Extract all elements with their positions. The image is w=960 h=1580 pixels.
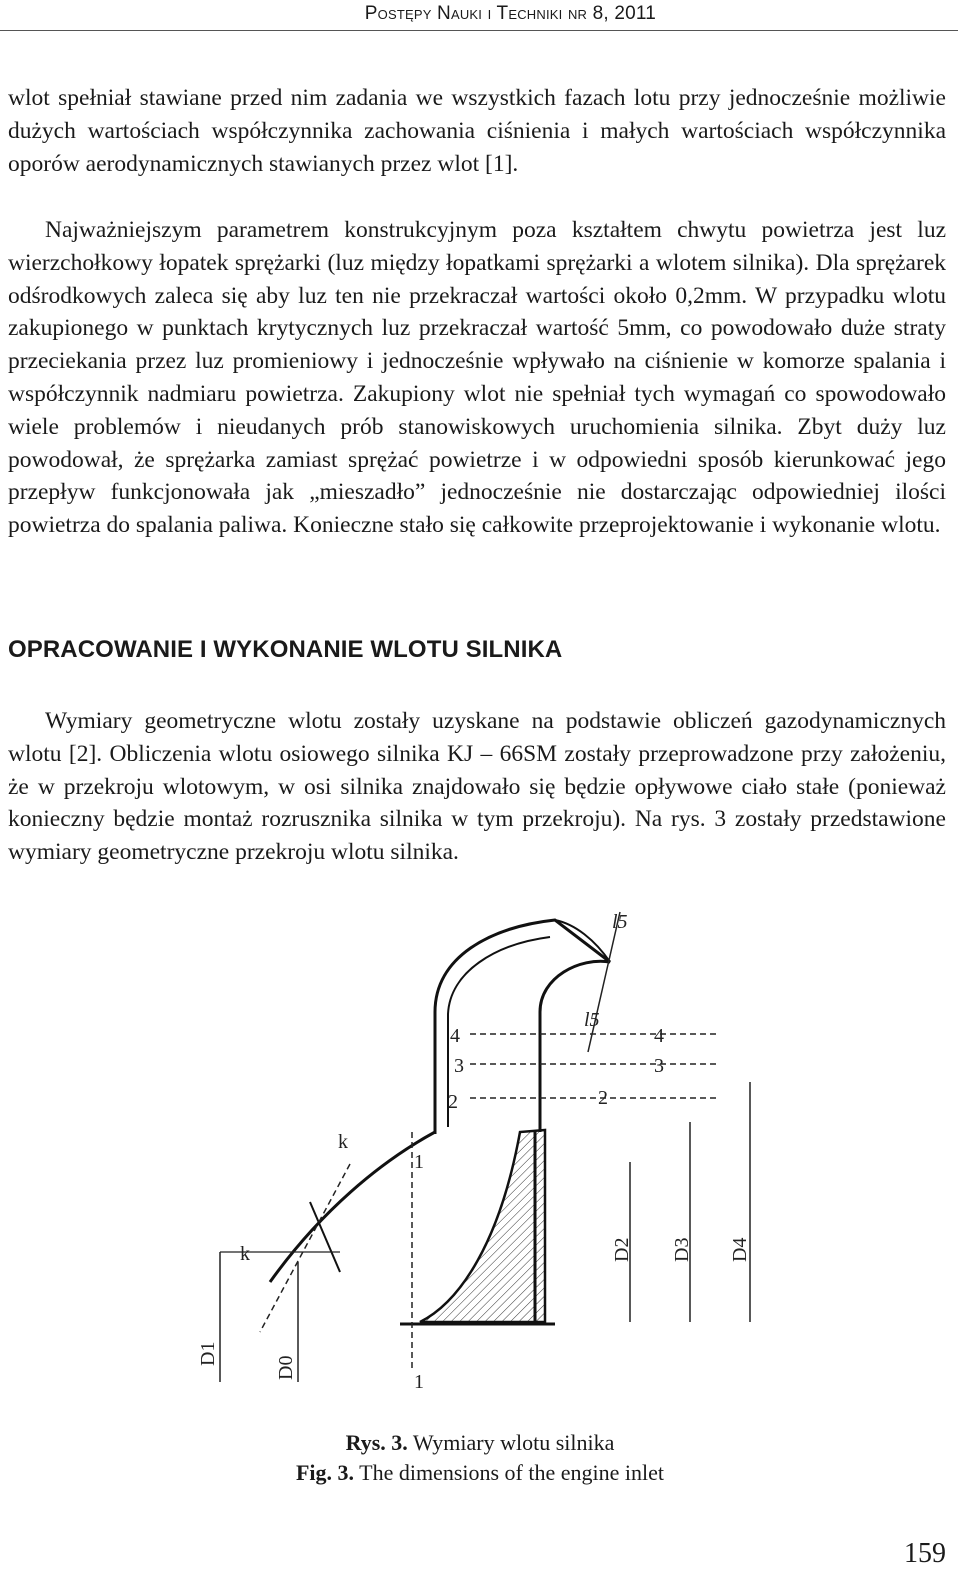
label-3-right: 3 [654, 1055, 664, 1077]
section-line-5 [588, 912, 620, 1052]
label-d1: D1 [197, 1341, 219, 1366]
paragraph-continuation: wlot spełniał stawiane przed nim zadania we wszystkich fazach lotu przy jednocześnie możliwie dużych wartościach współczynnika zachowania ciśnienia i małych wartościach współczynnika oporów aerodynamicznych stawianych przez wlot [1]. [8, 85, 946, 177]
paragraph-tip-clearance: Najważniejszym parametrem konstrukcyjnym poza kształtem chwytu powietrza jest luz wierzchołkowy łopatek sprężarki (luz między łopatkami sprężarki a wlotem silnika). Dla sprężarek odśrodkowych zaleca się aby luz ten nie przekraczał wartości około 0,2mm. W przypadku wlotu zakupionego w punktach krytycznych luz przekraczał wartość 5mm, co powodowało duże straty przeciekania przez luz promieniowy i jednocześnie wpływało na ciśnienie w komorze spalania i współczynnik nadmiaru powietrza. Zakupiony wlot nie spełniał tych wymagań co spowodowało wiele problemów i nieudanych prób stanowiskowych uruchomienia silnika. Zbyt duży luz powodował, że sprężarka zamiast sprężać powietrze i w odpowiedni sposób kierunkować jego przepływ funkcjonowała jak „mieszadło” jednocześnie nie dostarczając odpowiedniej ilości powietrza do spalania paliwa. Konieczne stało się całkowite przeprojektowanie i wykonanie wlotu. [8, 217, 946, 539]
label-4-left: 4 [450, 1025, 460, 1047]
paragraph-inlet-dimensions: Wymiary geometryczne wlotu zostały uzyskane na podstawie obliczeń gazodynamicznych wlotu [2]. Obliczenia wlotu osiowego silnika KJ – 66SM zostały przeprowadzone przy założeniu, że w przekroju wlotowym, w osi silnika znajdowało się będzie opływowe ciało stałe (ponieważ konieczny będzie montaż rozrusznika silnika w tym przekroju). Na rys. 3 zostały przedstawione wymiary geometryczne przekroju wlotu silnika. [8, 708, 946, 866]
label-3-left: 3 [454, 1055, 464, 1077]
label-2-right: 2 [598, 1087, 608, 1109]
caption-en-text: The dimensions of the engine inlet [354, 1460, 665, 1485]
caption-en-label: Fig. 3. [295, 1460, 355, 1485]
inlet-cross-section-drawing [197, 902, 760, 1422]
label-d3: D3 [671, 1237, 693, 1262]
section-line-k [260, 1164, 350, 1332]
running-title: Postępy Nauki i Techniki nr 8, 2011 [364, 3, 656, 24]
compressor-shroud [270, 1132, 435, 1282]
hub-body-hatched [420, 1130, 545, 1322]
label-l5-top: l5 [612, 911, 628, 933]
running-header [0, 0, 958, 31]
caption-pl-label: Rys. 3. [345, 1430, 408, 1455]
label-d2: D2 [611, 1237, 633, 1262]
label-l5-mid: l5 [584, 1009, 600, 1031]
section-heading: OPRACOWANIE I WYKONANIE WLOTU SILNIKA [8, 636, 563, 663]
label-1-top: 1 [414, 1151, 424, 1173]
page-number: 159 [904, 1538, 946, 1569]
label-1-bottom: 1 [414, 1371, 424, 1393]
inlet-dimension-figure [197, 902, 760, 1422]
label-2-left: 2 [448, 1091, 458, 1113]
label-k-top: k [338, 1131, 348, 1153]
label-4-right: 4 [654, 1025, 664, 1047]
label-k-bottom: k [240, 1243, 250, 1265]
label-d0: D0 [275, 1355, 297, 1380]
figure-caption-en [0, 1460, 960, 1486]
figure-caption-pl [0, 1430, 960, 1456]
label-d4: D4 [729, 1237, 751, 1262]
caption-pl-text: Wymiary wlotu silnika [407, 1430, 615, 1455]
compressor-shroud-inner [310, 1202, 340, 1272]
